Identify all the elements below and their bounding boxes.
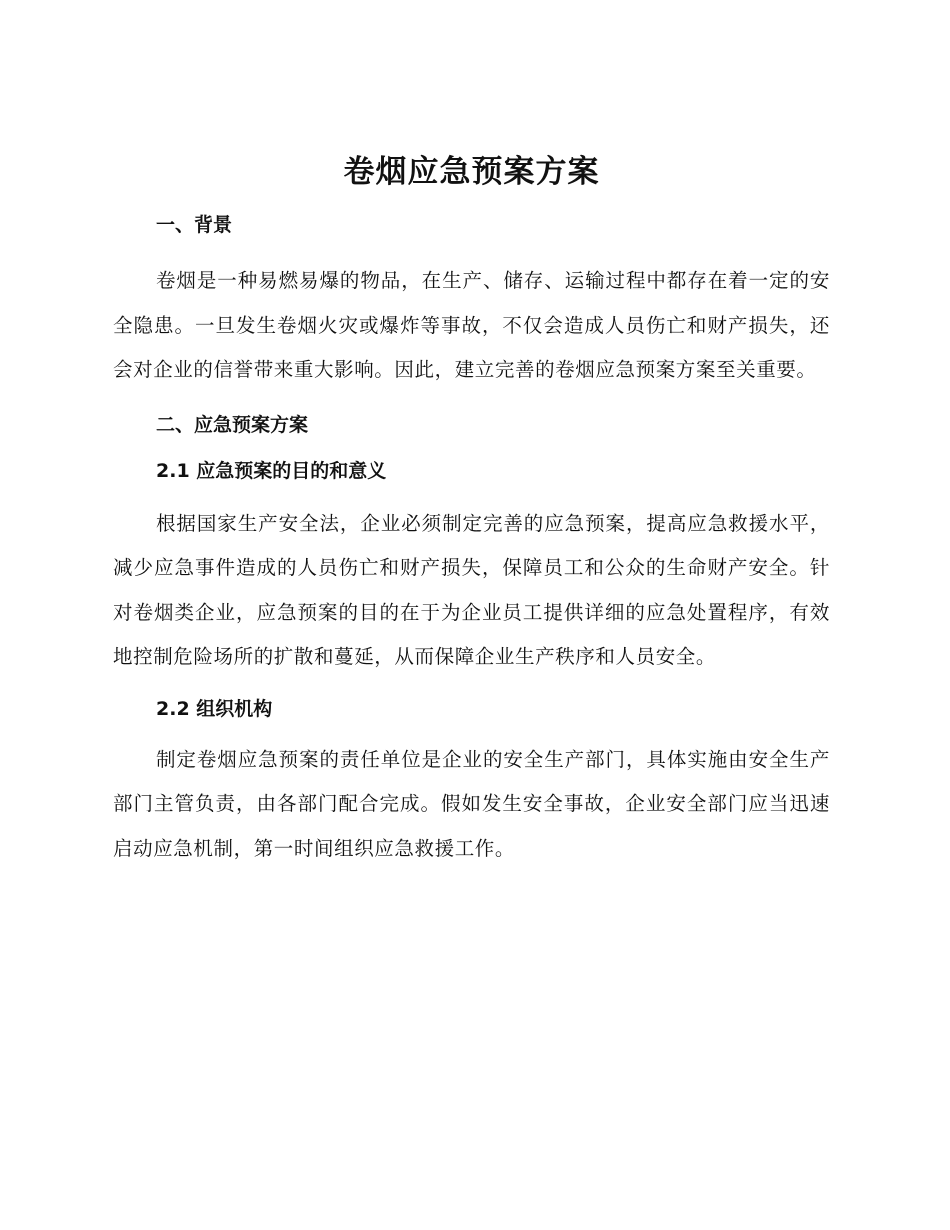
paragraph-background: 卷烟是一种易燃易爆的物品，在生产、储存、运输过程中都存在着一定的安全隐患。一旦发生卷烟火灾或爆炸等事故，不仅会造成人员伤亡和财产损失，还会对企业的信誉带来重大影响。因此，建立完善的卷烟应急预案方案至关重要。: [113, 269, 830, 381]
document-title: 卷烟应急预案方案: [343, 154, 600, 190]
subsection-heading-purpose: 2.1 应急预案的目的和意义: [156, 459, 387, 482]
section-heading-background: 一、背景: [156, 214, 233, 236]
paragraph-purpose: 根据国家生产安全法，企业必须制定完善的应急预案，提高应急救援水平，减少应急事件造成的人员伤亡和财产损失，保障员工和公众的生命财产安全。针对卷烟类企业，应急预案的目的在于为企业员工提供详细的应急处置程序，有效地控制危险场所的扩散和蔓延，从而保障企业生产秩序和人员安全。: [113, 511, 830, 668]
subsection-heading-organization: 2.2 组织机构: [156, 697, 273, 720]
paragraph-organization: 制定卷烟应急预案的责任单位是企业的安全生产部门，具体实施由安全生产部门主管负责，由各部门配合完成。假如发生安全事故，企业安全部门应当迅速启动应急机制，第一时间组织应急救援工作。: [113, 747, 830, 860]
section-heading-emergency-plan: 二、应急预案方案: [156, 413, 309, 436]
